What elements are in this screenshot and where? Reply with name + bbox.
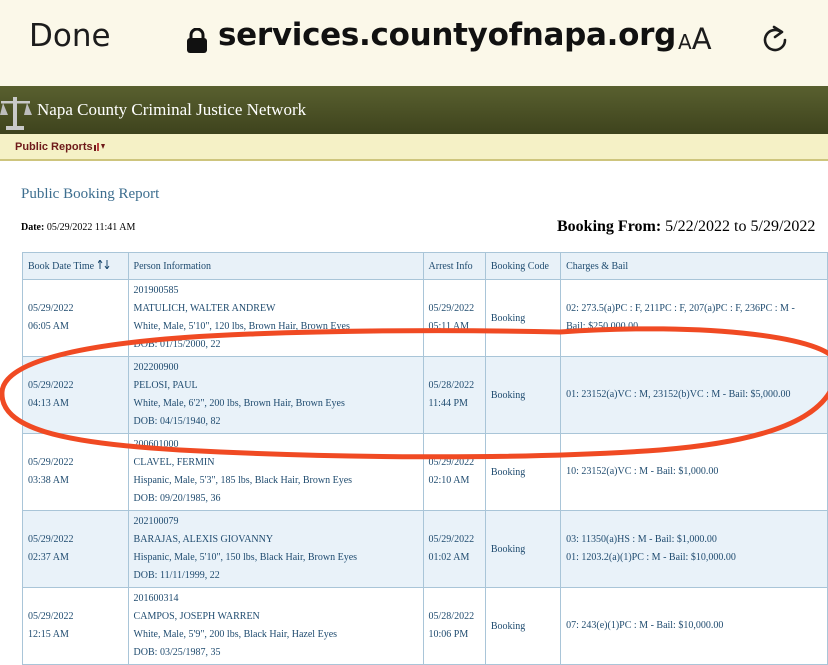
booking-range [557, 218, 815, 236]
date-label: Date: [21, 222, 45, 233]
book-time: 12:15 AM [28, 629, 69, 640]
lock-icon [186, 28, 208, 53]
arrest-info-cell [423, 357, 485, 434]
book-time: 06:05 AM [28, 321, 69, 332]
done-button[interactable]: Done [29, 18, 111, 54]
table-row [23, 511, 828, 588]
col-charges-bail: Charges & Bail [561, 253, 828, 280]
charge-line: 03: 11350(a)HS : M - Bail: $1,000.00 [566, 534, 717, 545]
charge-line: 01: 23152(a)VC : M, 23152(b)VC : M - Bail: $5,000.00 [566, 389, 791, 400]
booking-code: Booking [485, 588, 560, 665]
booking-id: 200601000 [133, 439, 179, 450]
arrest-time: 10:06 PM [428, 629, 469, 640]
text-size-big-label: A [691, 22, 712, 56]
book-date: 05/29/2022 [28, 303, 74, 314]
arrest-info-cell [423, 434, 485, 511]
table-row [23, 280, 828, 357]
arrest-time: 01:02 AM [428, 552, 470, 563]
sort-icon[interactable] [98, 260, 110, 269]
book-date: 05/29/2022 [28, 611, 74, 622]
booking-id: 201900585 [133, 285, 179, 296]
person-description: White, Male, 5'10", 120 lbs, Brown Hair, Brown Eyes [133, 321, 350, 332]
arrest-date: 05/29/2022 [428, 534, 475, 545]
booking-code: Booking [485, 434, 560, 511]
text-size-small-label: A [678, 30, 692, 54]
reports-menu-icon[interactable] [94, 143, 106, 151]
report-title: Public Booking Report [21, 186, 160, 202]
col-arrest-info: Arrest Info [423, 253, 485, 280]
person-description: Hispanic, Male, 5'3", 185 lbs, Black Hair, Brown Eyes [133, 475, 353, 486]
book-date: 05/29/2022 [28, 534, 74, 545]
person-description: White, Male, 5'9", 200 lbs, Black Hair, Hazel Eyes [133, 629, 338, 640]
person-info-cell [128, 357, 423, 434]
report-date [21, 222, 135, 233]
arrest-info-cell [423, 511, 485, 588]
charges-cell [561, 280, 828, 357]
booking-code: Booking [485, 511, 560, 588]
table-row [23, 357, 828, 434]
person-name: BARAJAS, ALEXIS GIOVANNY [133, 534, 274, 545]
col-book-date-time[interactable] [23, 253, 129, 280]
col-person-information: Person Information [128, 253, 423, 280]
book-date-cell [23, 357, 129, 434]
book-date: 05/29/2022 [28, 457, 74, 468]
site-title: Napa County Criminal Justice Network [37, 100, 307, 119]
person-dob: DOB: 04/15/1940, 82 [133, 416, 221, 427]
booking-from-label: Booking From: [557, 218, 662, 235]
charge-line: 01: 1203.2(a)(1)PC : M - Bail: $10,000.00 [566, 552, 736, 563]
book-date-cell [23, 588, 129, 665]
book-time: 03:38 AM [28, 475, 69, 486]
booking-from-value: 5/22/2022 to 5/29/2022 [665, 218, 816, 235]
table-row [23, 588, 828, 665]
booking-id: 202100079 [133, 516, 179, 527]
booking-code: Booking [485, 280, 560, 357]
col-booking-code: Booking Code [485, 253, 560, 280]
site-header [0, 86, 828, 134]
browser-address-bar [0, 0, 828, 86]
person-name: CLAVEL, FERMIN [133, 457, 215, 468]
charges-cell [561, 357, 828, 434]
person-dob: DOB: 03/25/1987, 35 [133, 647, 221, 658]
nav-bar [0, 134, 828, 161]
person-name: MATULICH, WALTER ANDREW [133, 303, 276, 314]
arrest-date: 05/28/2022 [428, 380, 475, 391]
book-time: 04:13 AM [28, 398, 69, 409]
person-dob: DOB: 11/11/1999, 22 [133, 570, 220, 581]
booking-id: 202200900 [133, 362, 179, 373]
person-info-cell [128, 280, 423, 357]
book-date-cell [23, 280, 129, 357]
table-header-row [23, 253, 828, 280]
charges-cell [561, 588, 828, 665]
book-date-cell [23, 434, 129, 511]
person-dob: DOB: 01/15/2000, 22 [133, 339, 221, 350]
person-description: Hispanic, Male, 5'10", 150 lbs, Black Hair, Brown Eyes [133, 552, 358, 563]
table-row [23, 434, 828, 511]
arrest-info-cell [423, 280, 485, 357]
url-field[interactable]: services.countyofnapa.org [218, 17, 676, 53]
charges-cell [561, 511, 828, 588]
text-size-button[interactable] [678, 22, 712, 56]
book-date-cell [23, 511, 129, 588]
booking-id: 201600314 [133, 593, 179, 604]
booking-code: Booking [485, 357, 560, 434]
public-reports-link[interactable]: Public Reports [15, 141, 93, 153]
arrest-info-cell [423, 588, 485, 665]
person-dob: DOB: 09/20/1985, 36 [133, 493, 221, 504]
arrest-date: 05/29/2022 [428, 457, 475, 468]
person-info-cell [128, 588, 423, 665]
charge-line: 07: 243(e)(1)PC : M - Bail: $10,000.00 [566, 620, 724, 631]
charge-line: 02: 273.5(a)PC : F, 211PC : F, 207(a)PC : F, 236PC : M - [566, 303, 795, 314]
arrest-time: 11:44 PM [428, 398, 468, 409]
booking-table [22, 252, 828, 665]
scales-of-justice-icon [0, 93, 34, 131]
book-time: 02:37 AM [28, 552, 69, 563]
charge-line: 10: 23152(a)VC : M - Bail: $1,000.00 [566, 466, 719, 477]
book-date: 05/29/2022 [28, 380, 74, 391]
charges-cell [561, 434, 828, 511]
person-info-cell [128, 511, 423, 588]
col-book-date-time-label: Book Date Time [28, 261, 95, 272]
arrest-time: 02:10 AM [428, 475, 470, 486]
arrest-date: 05/28/2022 [428, 611, 475, 622]
arrest-date: 05/29/2022 [428, 303, 475, 314]
person-description: White, Male, 6'2", 200 lbs, Brown Hair, Brown Eyes [133, 398, 345, 409]
date-value: 05/29/2022 11:41 AM [46, 222, 136, 233]
charge-line: Bail: $250,000.00 [566, 321, 639, 332]
person-info-cell [128, 434, 423, 511]
person-name: PELOSI, PAUL [133, 380, 198, 391]
person-name: CAMPOS, JOSEPH WARREN [133, 611, 260, 622]
reload-icon[interactable] [757, 22, 793, 58]
arrest-time: 05:11 AM [428, 321, 469, 332]
